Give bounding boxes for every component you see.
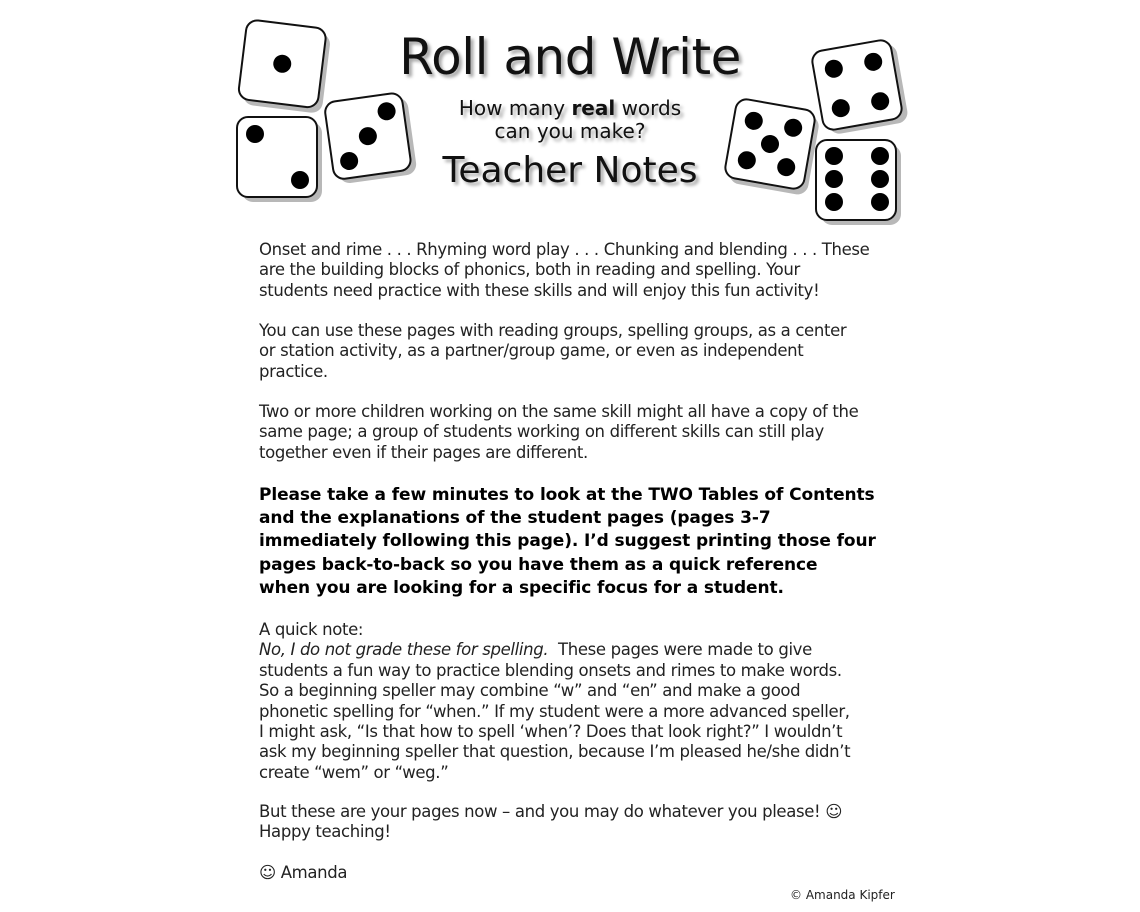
bold-line: immediately following this page). I’d suggest printing those four — [259, 531, 876, 552]
text-line: students need practice with these skills and will enjoy this fun activity! — [259, 280, 820, 300]
text-line: You can use these pages with reading groups, spelling groups, as a center — [259, 321, 847, 340]
text-line: Happy teaching! — [259, 822, 391, 842]
usage-paragraph — [259, 321, 899, 382]
bold-line: pages back-to-back so you have them as a quick reference — [259, 554, 818, 575]
text-line: phonetic spelling for “when.” If my student were a more advanced speller, — [259, 701, 850, 721]
text-line: are the building blocks of phonics, both in reading and spelling. Your — [259, 260, 800, 280]
subtitle-pre: How many — [458, 96, 572, 120]
signature: ☺ Amanda — [259, 863, 348, 882]
subtitle-line2: can you make? — [494, 119, 646, 143]
bold-line: and the explanations of the student pages (pages 3-7 — [259, 508, 771, 529]
die-six-icon — [808, 132, 906, 230]
page-title: Roll and Write — [399, 28, 741, 86]
closing-paragraph — [259, 802, 899, 843]
text-line — [259, 640, 899, 660]
note-italic: No, I do not grade these for spelling. — [259, 640, 549, 660]
text-line: Two or more children working on the same skill might all have a copy of the — [259, 402, 859, 421]
bold-instructions — [259, 484, 899, 600]
note-line-rest: These pages were made to give — [548, 640, 812, 660]
copyright-notice: © Amanda Kipfer — [790, 888, 895, 902]
bold-line: when you are looking for a specific focus for a student. — [259, 577, 784, 598]
text-line: create “wem” or “weg.” — [259, 762, 449, 782]
text-line: together even if their pages are different. — [259, 442, 588, 462]
text-line: or station activity, as a partner/group game, or even as independent — [259, 341, 804, 361]
subtitle — [330, 97, 810, 143]
notes-title: Teacher Notes — [442, 150, 698, 191]
die-two-icon — [230, 110, 326, 206]
intro-paragraph — [259, 240, 899, 301]
group-paragraph — [259, 402, 899, 463]
text-line: Onset and rime . . . Rhyming word play . . . Chunking and blending . . . These — [259, 240, 870, 259]
text-line: practice. — [259, 361, 328, 381]
bold-line: Please take a few minutes to look at the TWO Tables of Contents — [259, 485, 875, 505]
quick-note — [259, 620, 899, 783]
note-heading: A quick note: — [259, 620, 364, 639]
text-line: ask my beginning speller that question, because I’m pleased he/she didn’t — [259, 742, 851, 762]
text-line: same page; a group of students working on different skills can still play — [259, 422, 824, 442]
text-line: But these are your pages now – and you may do whatever you please! ☺ — [259, 802, 843, 821]
subtitle-bold: real — [571, 96, 616, 120]
subtitle-post: words — [615, 96, 682, 120]
text-line: students a fun way to practice blending onsets and rimes to make words. — [259, 660, 842, 680]
text-line: I might ask, “Is that how to spell ‘when’? Does that look right?” I wouldn’t — [259, 722, 843, 742]
die-four-icon — [804, 32, 910, 138]
text-line: So a beginning speller may combine “w” and “en” and make a good — [259, 681, 801, 701]
